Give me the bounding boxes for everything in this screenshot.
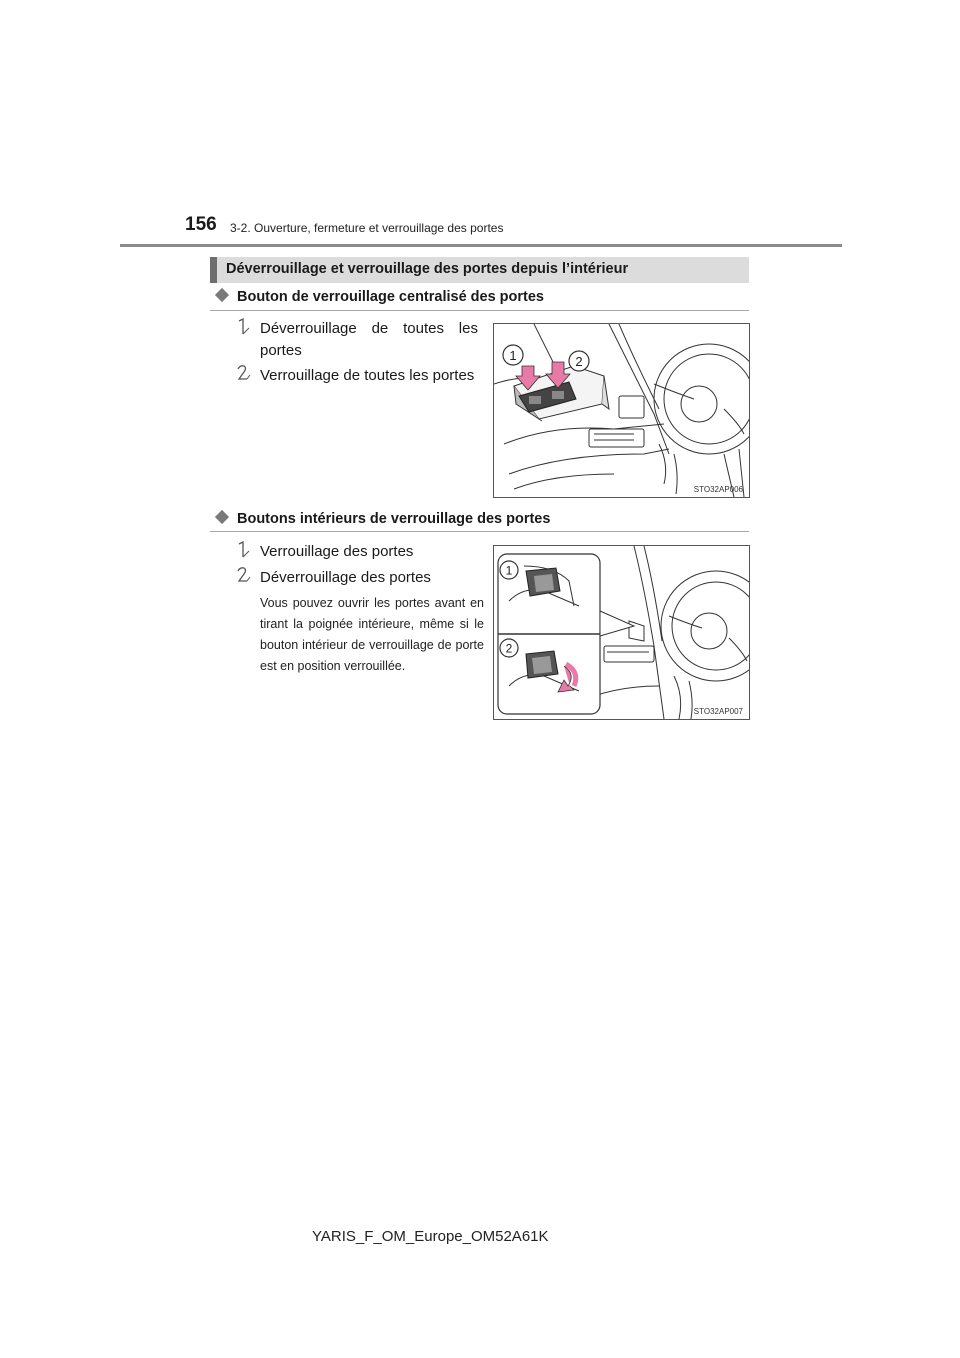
figure-central-lock-switch	[493, 323, 750, 498]
subsection-heading-inside-lock	[212, 511, 550, 527]
page-number: 156	[185, 214, 217, 235]
footer-doc-id: YARIS_F_OM_Europe_OM52A61K	[312, 1228, 549, 1245]
item-number-2-icon	[237, 566, 251, 584]
diamond-bullet-icon	[215, 510, 229, 524]
callout-1: 1	[509, 348, 517, 363]
subsection-rule	[210, 531, 749, 532]
figure-code: STO32AP006	[693, 485, 743, 494]
subsection-rule	[210, 310, 749, 311]
note-paragraph: Vous pouvez ouvrir les portes avant en tirant la poignée intérieure, même si le bouton intérieur de verrouillage de porte est en position verrouillée.	[260, 596, 484, 673]
section-banner	[210, 257, 749, 283]
section-title: Déverrouillage et verrouillage des portes depuis l’intérieur	[226, 261, 629, 277]
item-text-continued: portes	[260, 342, 302, 359]
item-text: Verrouillage de toutes les portes	[260, 367, 475, 384]
subsection-heading-text: Boutons intérieurs de verrouillage des portes	[237, 511, 551, 527]
door-panel-illustration	[494, 324, 749, 497]
figure-inside-lock-button	[493, 545, 750, 720]
subsection-heading-central-lock	[212, 289, 544, 305]
figure-code: STO32AP007	[693, 707, 743, 716]
door-lock-illustration	[494, 546, 749, 719]
item-number-1-icon	[237, 318, 251, 336]
item-text: Déverrouillage des portes	[260, 569, 431, 586]
header-rule	[120, 244, 842, 247]
item-text: Verrouillage des portes	[260, 543, 414, 560]
diamond-bullet-icon	[215, 288, 229, 302]
callout-2: 2	[575, 354, 583, 369]
chapter-title: 3-2. Ouverture, fermeture et verrouillage des portes	[230, 221, 504, 235]
item-number-2-icon	[237, 364, 251, 382]
item-number-1-icon	[237, 541, 251, 559]
callout-2: 2	[505, 641, 513, 656]
callout-1: 1	[505, 563, 513, 578]
subsection-heading-text: Bouton de verrouillage centralisé des portes	[237, 289, 544, 305]
item-text: Déverrouillage de toutes les	[260, 320, 478, 337]
